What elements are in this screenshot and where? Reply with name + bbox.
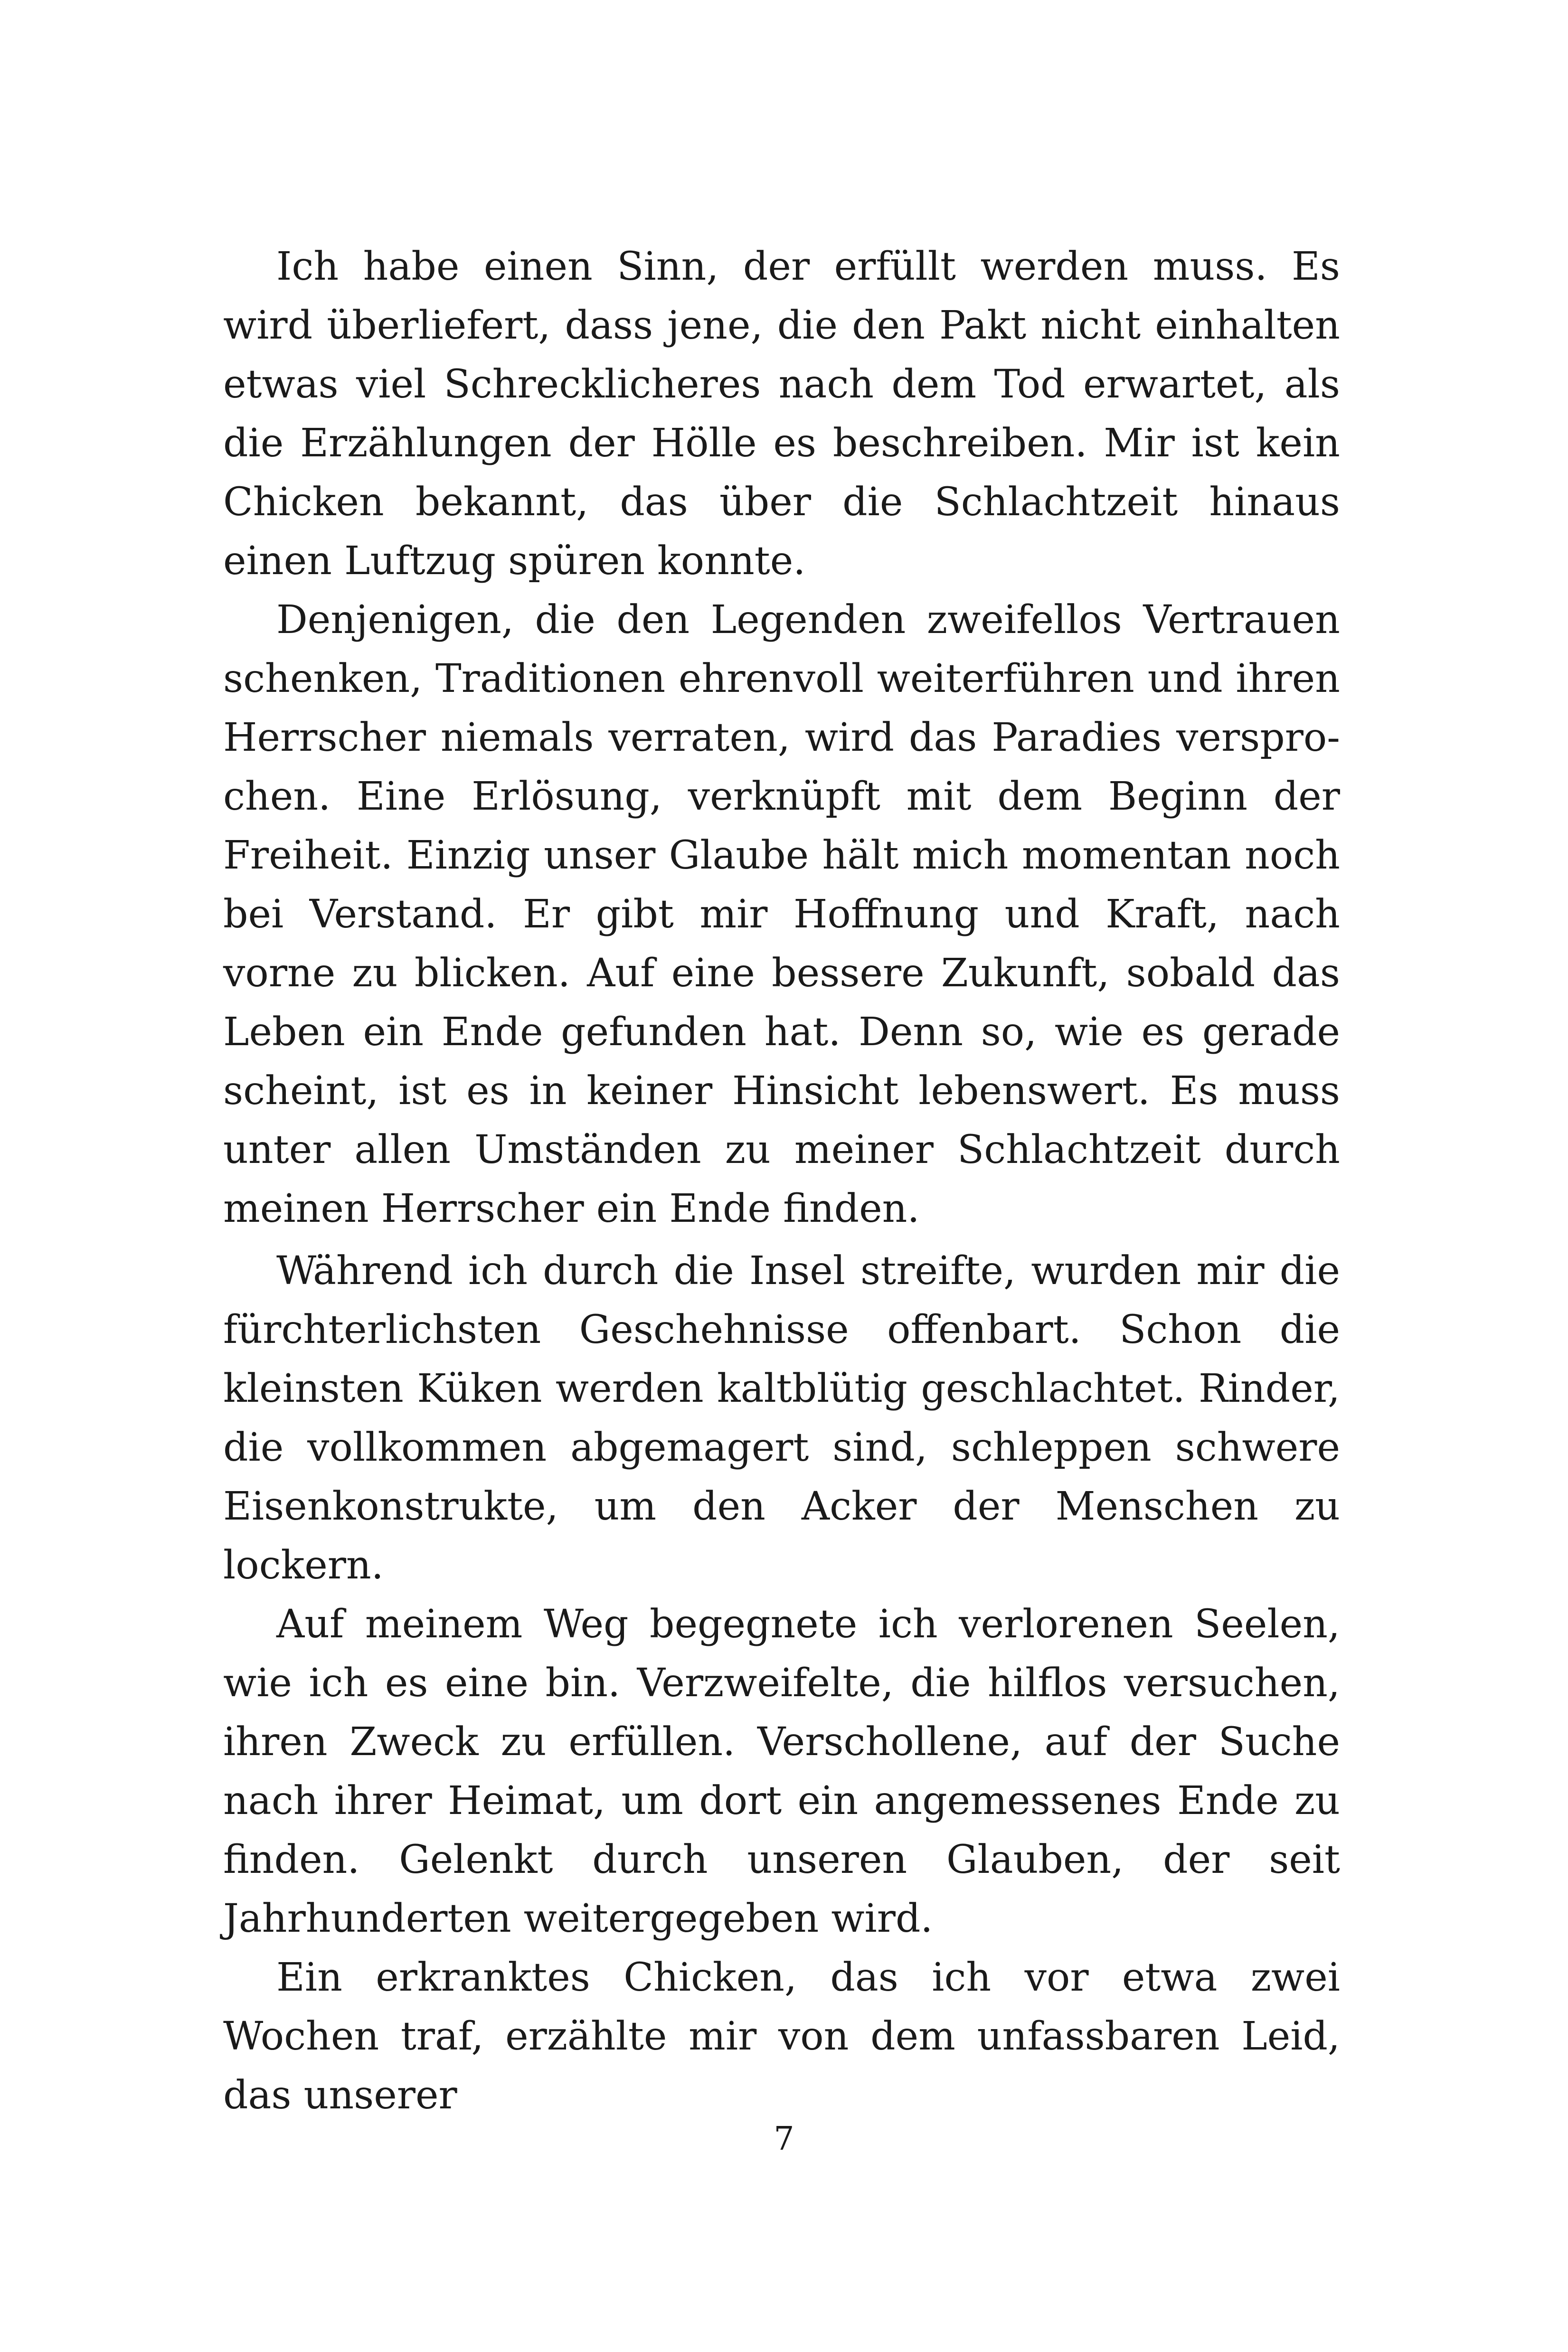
paragraph: Denjenigen, die den Legenden zweifellos Vertrauen schenken, Traditionen ehrenvoll weiterführen und ihren Herrscher niemals verraten, wird das Paradies versprochen. Eine Erlösung, verknüpft mit dem Beginn der Freiheit. Einzig unser Glaube hält mich momentan noch bei Verstand. Er gibt mir Hoffnung und Kraft, nach vorne zu blicken. Auf eine bessere Zukunft, sobald das Leben ein Ende gefunden hat. Denn so, wie es gerade scheint, ist es in keiner Hinsicht lebenswert. Es muss unter allen Umständen zu meiner Schlachtzeit durch meinen Herrscher ein Ende finden. (223, 597, 1340, 1231)
text-section-1 (223, 237, 1340, 1238)
paragraph: Während ich durch die Insel streifte, wurden mir die fürchterlichsten Geschehnisse offenbart. Schon die kleinsten Küken werden kaltblütig geschlachtet. Rinder, die vollkommen abgemagert sind, schleppen schwere Eisenkonstrukte, um den Acker der Menschen zu lockern. (223, 1248, 1340, 1588)
paragraph: Ich habe einen Sinn, der erfüllt werden muss. Es wird überliefert, dass jene, die den Pakt nicht einhalten etwas viel Schrecklicheres nach dem Tod erwartet, als die Erzählungen der Hölle es beschreiben. Mir ist kein Chicken bekannt, das über die Schlachtzeit hinaus einen Luftzug spüren konnte. (223, 244, 1340, 584)
page-number: 7 (774, 2120, 794, 2158)
paragraph: Auf meinem Weg begegnete ich verlorenen Seelen, wie ich es eine bin. Verzweifelte, die hilflos versuchen, ihren Zweck zu erfüllen. Verschollene, auf der Suche nach ihrer Heimat, um dort ein angemessenes Ende zu finden. Gelenkt durch unseren Glauben, der seit Jahrhunderten weitergegeben wird. (223, 1602, 1340, 1941)
text-section-2 (223, 1242, 1340, 2125)
paragraph: Ein erkranktes Chicken, das ich vor etwa zwei Wochen traf, erzählte mir von dem unfassbaren Leid, das unserer (223, 1955, 1340, 2118)
